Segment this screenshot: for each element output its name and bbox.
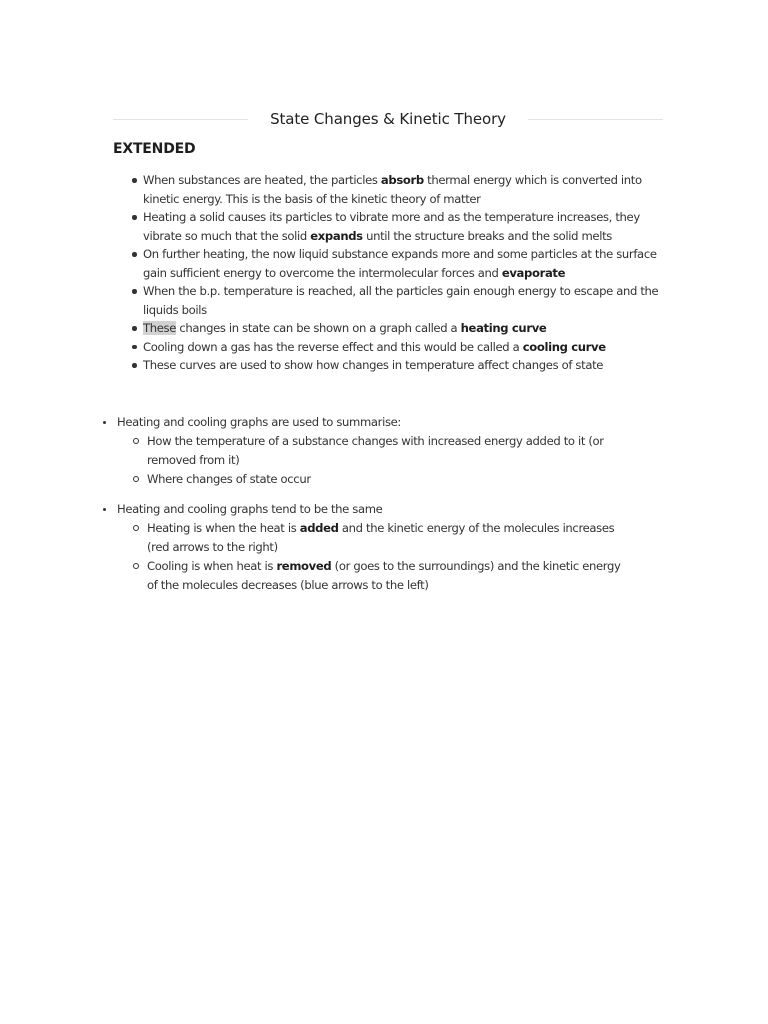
summary-subitem-1: How the temperature of a substance changes with increased energy added to it (or removed from it): [147, 432, 627, 470]
keyword-added: added: [299, 521, 339, 535]
keyword-heating-curve: heating curve: [460, 321, 547, 335]
keyword-removed: removed: [276, 559, 332, 573]
keyword-expands: expands: [310, 228, 363, 243]
extended-item-2: Heating a solid causes its particles to vibrate more and as the temperature increases, they vibrate so much that the solid expands until the structure breaks and the solid melts: [143, 208, 671, 245]
keyword-absorb: absorb: [380, 173, 424, 187]
title-divider-left: [113, 119, 248, 120]
same-subitem-cooling: Cooling is when heat is removed (or goes to the surroundings) and the kinetic energy of the molecules decreases (blue arrows to the left): [147, 557, 627, 594]
summary-list: [117, 413, 657, 489]
extended-item-1: When substances are heated, the particles absorb thermal energy which is converted into kinetic energy. This is the basis of the kinetic theory of matter: [143, 171, 671, 208]
summary-subitem-2: Where changes of state occur: [147, 470, 627, 489]
extended-item-6: Cooling down a gas has the reverse effect and this would be called a cooling curve: [143, 338, 671, 357]
title-row: [113, 107, 663, 131]
extended-item-7: These curves are used to show how changes in temperature affect changes of state: [143, 356, 671, 375]
extended-item-5: These changes in state can be shown on a graph called a heating curve: [143, 319, 671, 338]
title-divider-right: [528, 119, 663, 120]
extended-list: [143, 171, 671, 375]
keyword-evaporate: evaporate: [501, 265, 566, 280]
extended-heading: EXTENDED: [113, 141, 196, 157]
summary-lead: Heating and cooling graphs are used to summarise:: [117, 415, 401, 429]
keyword-cooling-curve: cooling curve: [522, 339, 606, 354]
same-lead: Heating and cooling graphs tend to be the same: [117, 502, 383, 516]
page-title: State Changes & Kinetic Theory: [270, 110, 506, 128]
same-item: [117, 500, 657, 594]
same-list: [117, 500, 657, 594]
summary-sublist: [117, 432, 657, 489]
same-subitem-heating: Heating is when the heat is added and the kinetic energy of the molecules increases (red arrows to the right): [147, 519, 627, 557]
extended-item-4: When the b.p. temperature is reached, all the particles gain enough energy to escape and the liquids boils: [143, 282, 671, 319]
summary-item: [117, 413, 657, 489]
highlighted-text: These: [143, 321, 176, 335]
extended-item-3: On further heating, the now liquid substance expands more and some particles at the surface gain sufficient energy to overcome the intermolecular forces and evaporate: [143, 245, 671, 282]
same-sublist: [117, 519, 657, 594]
